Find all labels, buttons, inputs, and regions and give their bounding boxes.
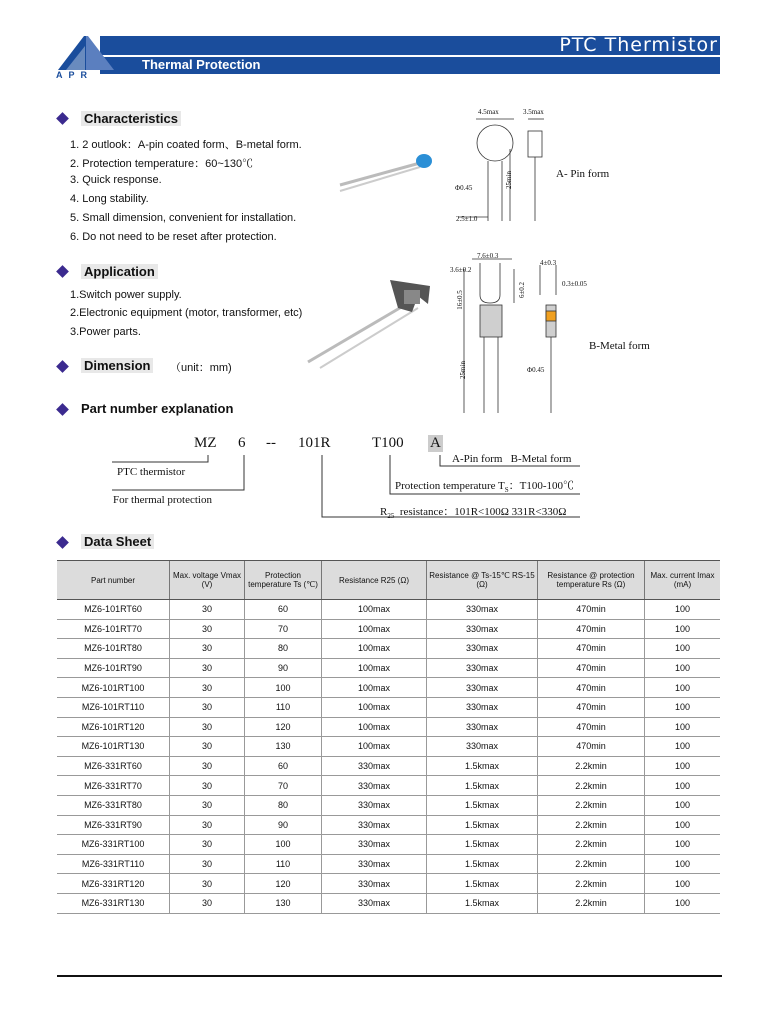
code-dash: -- — [266, 435, 276, 451]
table-cell: MZ6-331RT110 — [57, 854, 170, 874]
table-cell: 2.2kmin — [538, 835, 645, 855]
table-cell: 1.5kmax — [427, 815, 538, 835]
dim-label: 25min — [504, 171, 513, 189]
table-cell: 30 — [170, 756, 245, 776]
table-row — [57, 776, 720, 796]
characteristic-item: 1. 2 outlook：A-pin coated form、B-metal form. — [70, 139, 302, 151]
table-cell: 110 — [245, 854, 322, 874]
dim-label: 0.3±0.05 — [562, 280, 587, 288]
table-cell: 330max — [322, 835, 427, 855]
dimension-unit: （unit：mm) — [170, 362, 232, 374]
table-cell: 30 — [170, 795, 245, 815]
table-cell: 2.2kmin — [538, 795, 645, 815]
table-cell: 30 — [170, 893, 245, 913]
part-number-heading: Part number explanation — [81, 401, 234, 416]
table-cell: 1.5kmax — [427, 893, 538, 913]
diamond-bullet-icon — [56, 360, 69, 373]
column-header: Resistance @ Ts-15℃ RS-15 (Ω) — [427, 561, 538, 600]
b-metal-form-label: B-Metal form — [589, 340, 650, 352]
application-item: 1.Switch power supply. — [70, 289, 182, 301]
column-header: Part number — [57, 561, 170, 600]
page-subtitle: Thermal Protection — [142, 57, 261, 72]
diamond-bullet-icon — [56, 403, 69, 416]
a-pin-form-label: A- Pin form — [556, 168, 610, 180]
dim-label: 7.6±0.3 — [477, 252, 499, 260]
table-cell: 30 — [170, 854, 245, 874]
table-cell: 330max — [427, 619, 538, 639]
dim-label: 4.5max — [478, 108, 499, 116]
table-cell: 330max — [427, 697, 538, 717]
table-cell: 1.5kmax — [427, 756, 538, 776]
table-cell: 30 — [170, 737, 245, 757]
table-cell: 100 — [245, 835, 322, 855]
thermal-protection-label: For thermal protection — [113, 494, 212, 506]
table-cell: 60 — [245, 756, 322, 776]
table-cell: MZ6-101RT130 — [57, 737, 170, 757]
table-cell: 30 — [170, 658, 245, 678]
table-cell: 330max — [322, 815, 427, 835]
dim-label: 2.5±1.0 — [456, 215, 478, 223]
table-cell: 100max — [322, 717, 427, 737]
table-cell: MZ6-331RT100 — [57, 835, 170, 855]
table-row — [57, 600, 720, 620]
column-header: Resistance R25 (Ω) — [322, 561, 427, 600]
table-cell: 100max — [322, 639, 427, 659]
table-row — [57, 835, 720, 855]
table-cell: 470min — [538, 678, 645, 698]
code-a: A — [430, 435, 441, 451]
table-cell: 470min — [538, 658, 645, 678]
table-cell: 1.5kmax — [427, 795, 538, 815]
characteristic-item: 4. Long stability. — [70, 193, 149, 205]
table-cell: 30 — [170, 776, 245, 796]
ptc-thermistor-label: PTC thermistor — [117, 466, 186, 478]
table-cell: 100 — [645, 776, 721, 796]
table-cell: 90 — [245, 815, 322, 835]
table-cell: 120 — [245, 874, 322, 894]
table-cell: 2.2kmin — [538, 756, 645, 776]
table-cell: 2.2kmin — [538, 854, 645, 874]
dim-label: 25min — [458, 361, 467, 379]
diamond-bullet-icon — [56, 536, 69, 549]
table-cell: 30 — [170, 619, 245, 639]
table-row — [57, 678, 720, 698]
characteristic-item: 5. Small dimension, convenient for installation. — [70, 212, 297, 224]
table-cell: 30 — [170, 639, 245, 659]
table-cell: 470min — [538, 697, 645, 717]
table-cell: 1.5kmax — [427, 776, 538, 796]
table-cell: 30 — [170, 874, 245, 894]
table-cell: 2.2kmin — [538, 874, 645, 894]
table-cell: 330max — [322, 756, 427, 776]
table-cell: 30 — [170, 600, 245, 620]
table-cell: 470min — [538, 737, 645, 757]
table-row — [57, 619, 720, 639]
dim-label: 3.5max — [523, 108, 544, 116]
table-cell: 100 — [645, 658, 721, 678]
table-cell: 80 — [245, 795, 322, 815]
table-cell: 100max — [322, 658, 427, 678]
table-cell: 2.2kmin — [538, 776, 645, 796]
table-row — [57, 697, 720, 717]
code-6: 6 — [238, 435, 246, 451]
table-cell: 100 — [645, 639, 721, 659]
table-row — [57, 737, 720, 757]
data-sheet-body — [57, 600, 720, 914]
table-cell: 60 — [245, 600, 322, 620]
table-cell: 330max — [427, 737, 538, 757]
table-cell: 80 — [245, 639, 322, 659]
protection-temperature-label: Protection temperature $T_S$：T100-100℃ — [395, 480, 575, 495]
form-label: A-Pin form B-Metal form — [452, 453, 572, 465]
table-row — [57, 874, 720, 894]
table-cell: 100 — [645, 737, 721, 757]
resistance-label: $R_{25}$ resistance：101R<100Ω 331R<330Ω — [380, 506, 567, 521]
table-cell: 100 — [645, 756, 721, 776]
dim-label: 16±0.5 — [455, 290, 464, 310]
data-sheet-heading: Data Sheet — [81, 534, 154, 549]
dim-label: 6±0.2 — [518, 281, 527, 299]
table-row — [57, 639, 720, 659]
table-cell: 130 — [245, 893, 322, 913]
characteristic-item: 6. Do not need to be reset after protection. — [70, 231, 277, 243]
table-cell: MZ6-331RT80 — [57, 795, 170, 815]
table-cell: 100 — [645, 619, 721, 639]
table-cell: 100 — [645, 600, 721, 620]
a-pin-photo — [336, 145, 436, 195]
application-item: 3.Power parts. — [70, 326, 141, 338]
table-cell: 330max — [322, 776, 427, 796]
table-cell: 330max — [427, 717, 538, 737]
characteristic-item: 2. Protection temperature：60~130℃ — [70, 158, 254, 170]
table-cell: MZ6-101RT100 — [57, 678, 170, 698]
table-cell: MZ6-331RT90 — [57, 815, 170, 835]
table-cell: 30 — [170, 835, 245, 855]
table-cell: 130 — [245, 737, 322, 757]
table-cell: 120 — [245, 717, 322, 737]
dimension-heading: Dimension — [81, 358, 153, 373]
data-sheet-table — [57, 560, 720, 914]
table-row — [57, 893, 720, 913]
table-cell: 330max — [427, 658, 538, 678]
table-cell: MZ6-101RT80 — [57, 639, 170, 659]
table-cell: MZ6-331RT60 — [57, 756, 170, 776]
table-cell: 100 — [645, 795, 721, 815]
table-cell: 30 — [170, 815, 245, 835]
b-metal-photo — [300, 272, 445, 372]
table-cell: 1.5kmax — [427, 854, 538, 874]
dim-label: 4±0.3 — [540, 259, 557, 267]
column-header: Resistance @ protection temperature Rs (Ω) — [538, 561, 645, 600]
table-cell: MZ6-101RT110 — [57, 697, 170, 717]
table-cell: 330max — [322, 893, 427, 913]
table-cell: 30 — [170, 697, 245, 717]
table-cell: 1.5kmax — [427, 874, 538, 894]
a-pin-drawing — [440, 105, 555, 230]
table-row — [57, 658, 720, 678]
table-row — [57, 795, 720, 815]
table-cell: 100 — [645, 717, 721, 737]
code-mz: MZ — [194, 435, 217, 451]
code-101r: 101R — [298, 435, 331, 451]
table-header-row — [57, 561, 720, 600]
table-cell: MZ6-101RT70 — [57, 619, 170, 639]
table-cell: 100 — [645, 893, 721, 913]
table-cell: MZ6-101RT90 — [57, 658, 170, 678]
table-cell: 100max — [322, 600, 427, 620]
column-header: Protection temperature Ts (℃) — [245, 561, 322, 600]
table-row — [57, 756, 720, 776]
code-t100: T100 — [372, 435, 404, 451]
table-row — [57, 854, 720, 874]
table-cell: 100 — [645, 874, 721, 894]
table-cell: 100max — [322, 678, 427, 698]
table-cell: MZ6-101RT60 — [57, 600, 170, 620]
application-item: 2.Electronic equipment (motor, transformer, etc) — [70, 307, 303, 319]
table-cell: 100 — [645, 854, 721, 874]
diamond-bullet-icon — [56, 112, 69, 125]
table-cell: 100 — [645, 697, 721, 717]
table-cell: 2.2kmin — [538, 815, 645, 835]
column-header: Max. current Imax (mA) — [645, 561, 721, 600]
table-cell: 330max — [427, 639, 538, 659]
b-metal-drawing — [452, 255, 577, 415]
table-cell: 90 — [245, 658, 322, 678]
application-heading: Application — [81, 264, 158, 279]
table-cell: 330max — [427, 678, 538, 698]
diamond-bullet-icon — [56, 265, 69, 278]
table-cell: 470min — [538, 600, 645, 620]
table-cell: 1.5kmax — [427, 835, 538, 855]
table-cell: MZ6-331RT70 — [57, 776, 170, 796]
dim-label: Φ0.45 — [455, 184, 473, 192]
table-cell: 470min — [538, 639, 645, 659]
dim-label: Φ0.45 — [527, 366, 545, 374]
table-cell: MZ6-331RT120 — [57, 874, 170, 894]
table-cell: 100 — [645, 815, 721, 835]
table-cell: 100max — [322, 619, 427, 639]
table-cell: 2.2kmin — [538, 893, 645, 913]
page-title: PTC Thermistor — [559, 34, 718, 56]
table-cell: 110 — [245, 697, 322, 717]
table-row — [57, 717, 720, 737]
table-cell: 330max — [427, 600, 538, 620]
table-cell: 100 — [645, 678, 721, 698]
table-cell: 330max — [322, 874, 427, 894]
table-cell: 70 — [245, 776, 322, 796]
table-cell: 30 — [170, 678, 245, 698]
table-cell: 330max — [322, 854, 427, 874]
table-cell: 100 — [245, 678, 322, 698]
table-cell: 100max — [322, 697, 427, 717]
logo-text: APR — [56, 70, 94, 80]
table-row — [57, 815, 720, 835]
table-cell: 330max — [322, 795, 427, 815]
characteristics-heading: Characteristics — [81, 111, 181, 126]
table-cell: MZ6-331RT130 — [57, 893, 170, 913]
table-cell: 470min — [538, 717, 645, 737]
dim-label: 3.6±0.2 — [450, 266, 472, 274]
column-header: Max. voltage Vmax (V) — [170, 561, 245, 600]
table-cell: MZ6-101RT120 — [57, 717, 170, 737]
table-cell: 30 — [170, 717, 245, 737]
table-cell: 470min — [538, 619, 645, 639]
table-cell: 70 — [245, 619, 322, 639]
table-cell: 100max — [322, 737, 427, 757]
characteristic-item: 3. Quick response. — [70, 174, 162, 186]
table-cell: 100 — [645, 835, 721, 855]
footer-divider — [57, 975, 722, 977]
